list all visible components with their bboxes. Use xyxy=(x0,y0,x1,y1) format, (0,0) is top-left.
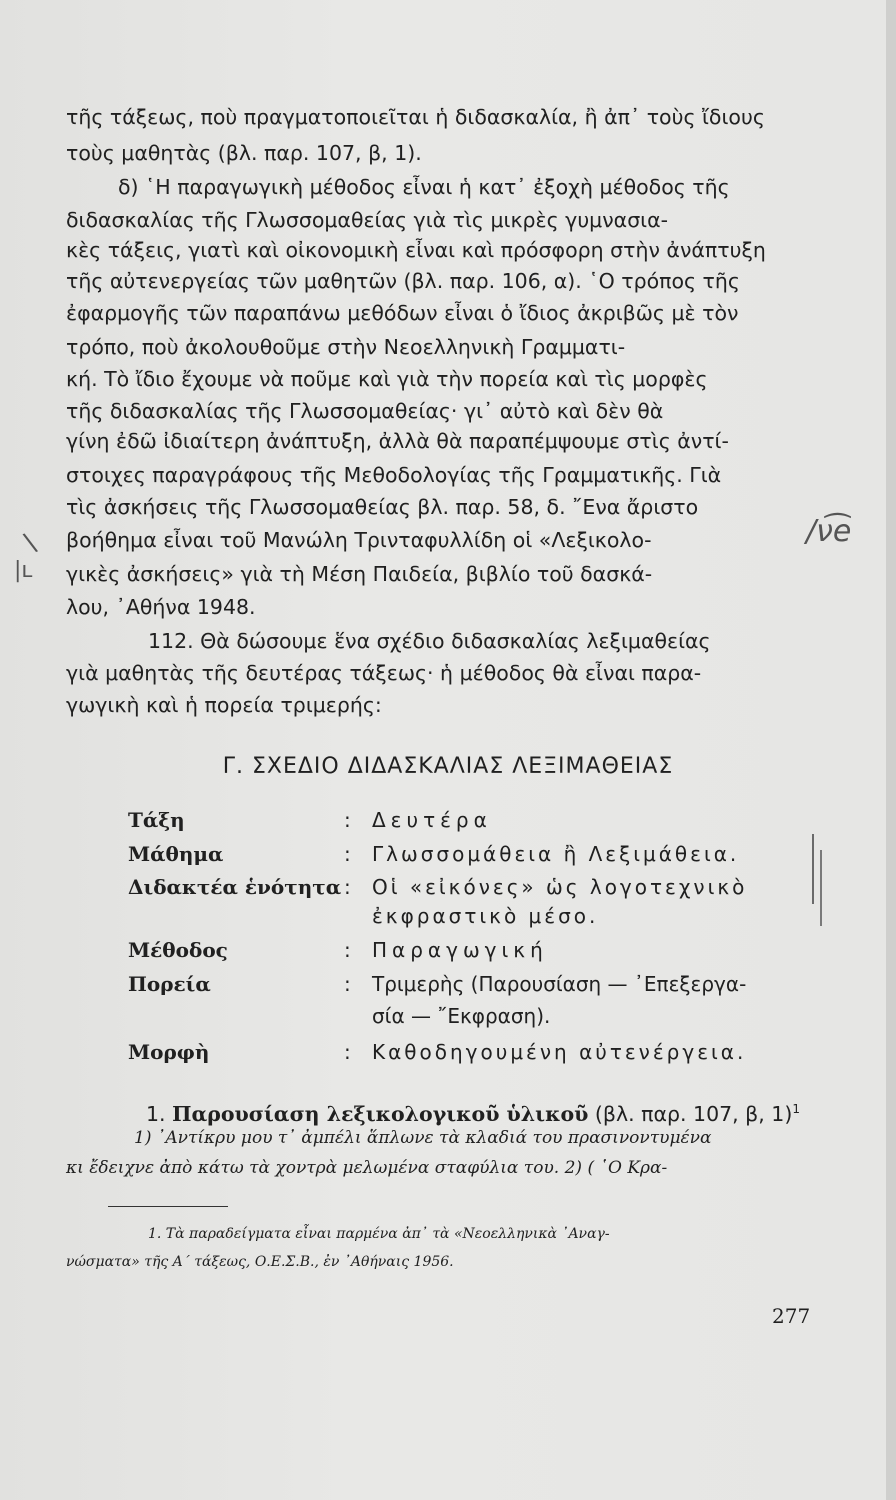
body-line-9: κή. Τὸ ἴδιο ἔχουμε νὰ ποῦμε καὶ γιὰ τὴν πορεία καὶ τὶς μορφὲς xyxy=(66,367,708,391)
label-enotita: Διδακτέα ἑνότητα xyxy=(128,875,342,899)
body-line-13: τὶς ἀσκήσεις τῆς Γλωσσομαθείας βλ. παρ. 58, δ. ῎Ενα ἄριστο xyxy=(66,495,699,519)
footnote-line-2: νώσματα» τῆς Α΄ τάξεως, Ο.Ε.Σ.Β., ἐν ᾿Αθήναις 1956. xyxy=(66,1254,454,1270)
section-1-number: 1. xyxy=(146,1101,166,1126)
value-poreia-2: σία — ῎Εκφραση). xyxy=(372,1004,551,1028)
body-line-8: τρόπο, ποὺ ἀκολουθοῦμε στὴν Νεοελληνικὴ Γραμματι- xyxy=(66,335,626,359)
label-taxi: Τάξη xyxy=(128,808,185,832)
section-1-ref: (βλ. παρ. 107, β, 1) xyxy=(594,1101,793,1126)
value-mathima: Γλωσσομάθεια ἢ Λεξιμάθεια. xyxy=(372,842,740,866)
section-heading: Γ. ΣΧΕΔΙΟ ΔΙΔΑΣΚΑΛΙΑΣ ΛΕΞΙΜΑΘΕΙΑΣ xyxy=(222,754,674,779)
label-methodos: Μέθοδος xyxy=(128,938,228,962)
margin-bracket-2 xyxy=(820,850,822,926)
colon-mathima: : xyxy=(344,842,351,866)
colon-enotita: : xyxy=(344,875,351,899)
footnote-rule xyxy=(108,1206,228,1207)
section-1-title: Παρουσίαση λεξικολογικοῦ ὑλικοῦ xyxy=(172,1101,589,1126)
colon-taxi: : xyxy=(344,808,351,832)
footnote-ref: 1 xyxy=(792,1102,800,1116)
colon-poreia: : xyxy=(344,972,351,996)
body-line-1: τῆς τάξεως, ποὺ πραγματοποιεῖται ἡ διδασκαλία, ἢ ἀπ᾿ τοὺς ἴδιους xyxy=(66,105,765,129)
example-line-2: κι ἔδειχνε ἀπὸ κάτω τὰ χοντρὰ μελωμένα σταφύλια του. 2) ( ῾Ο Κρα- xyxy=(66,1158,668,1178)
colon-morfi: : xyxy=(344,1040,351,1064)
value-morfi: Καθοδηγουμένη αὐτενέργεια. xyxy=(372,1040,747,1064)
margin-bracket-1 xyxy=(812,834,814,904)
value-enotita-2: ἐκφραστικὸ μέσο. xyxy=(372,904,599,928)
body-line-12: στοιχες παραγράφους τῆς Μεθοδολογίας τῆς Γραμματικῆς. Γιὰ xyxy=(66,463,722,487)
body-line-16: λου, ᾿Αθήνα 1948. xyxy=(66,595,256,619)
value-methodos: Παραγωγική xyxy=(372,938,548,962)
body-line-4: διδασκαλίας τῆς Γλωσσομαθείας γιὰ τὶς μικρὲς γυμνασια- xyxy=(66,208,669,232)
body-line-15: γικὲς ἀσκήσεις» γιὰ τὴ Μέση Παιδεία, βιβλίο τοῦ δασκά- xyxy=(66,562,653,586)
body-line-5: κὲς τάξεις, γιατὶ καὶ οἰκονομικὴ εἶναι καὶ πρόσφορη στὴν ἀνάπτυξη xyxy=(66,238,766,262)
colon-methodos: : xyxy=(344,938,351,962)
margin-mark-left-lower: |ʟ xyxy=(14,558,33,583)
page-edge xyxy=(886,0,896,1500)
margin-mark-right: /ν͡e xyxy=(806,514,852,549)
value-enotita-1: Οἱ «εἰκόνες» ὡς λογοτεχνικὸ xyxy=(372,875,748,899)
label-poreia: Πορεία xyxy=(128,972,211,996)
body-line-18: γιὰ μαθητὰς τῆς δευτέρας τάξεως· ἡ μέθοδος θὰ εἶναι παρα- xyxy=(66,661,702,685)
body-line-7: ἐφαρμογῆς τῶν παραπάνω μεθόδων εἶναι ὁ ἴδιος ἀκριβῶς μὲ τὸν xyxy=(66,301,739,325)
margin-mark-left-upper: \ xyxy=(21,527,40,559)
body-line-17: 112. Θὰ δώσουμε ἕνα σχέδιο διδασκαλίας λεξιμαθείας xyxy=(148,629,711,653)
body-line-11: γίνη ἐδῶ ἰδιαίτερη ἀνάπτυξη, ἀλλὰ θὰ παραπέμψουμε στὶς ἀντί- xyxy=(66,429,729,453)
body-line-2: τοὺς μαθητὰς (βλ. παρ. 107, β, 1). xyxy=(66,141,422,165)
body-line-19: γωγικὴ καὶ ἡ πορεία τριμερής: xyxy=(66,693,382,717)
label-mathima: Μάθημα xyxy=(128,842,224,866)
body-line-3: δ) ῾Η παραγωγικὴ μέθοδος εἶναι ἡ κατ᾿ ἐξοχὴ μέθοδος τῆς xyxy=(118,175,730,199)
value-taxi: Δευτέρα xyxy=(372,808,492,832)
example-line-1: 1) ᾿Αντίκρυ μου τ᾿ ἀμπέλι ἅπλωνε τὰ κλαδιά του πρασινοντυμένα xyxy=(134,1128,712,1148)
page-number: 277 xyxy=(772,1304,811,1328)
footnote-line-1: 1. Τὰ παραδείγματα εἶναι παρμένα ἀπ᾿ τὰ «Νεοελληνικὰ ᾿Αναγ- xyxy=(148,1226,610,1242)
section-1-line xyxy=(146,1096,800,1127)
label-morfi: Μορφὴ xyxy=(128,1040,210,1064)
value-poreia-1: Τριμερὴς (Παρουσίαση — ᾿Επεξεργα- xyxy=(372,972,747,996)
body-line-10: τῆς διδασκαλίας τῆς Γλωσσομαθείας· γι᾿ αὐτὸ καὶ δὲν θὰ xyxy=(66,399,664,423)
body-line-14: βοήθημα εἶναι τοῦ Μανώλη Τρινταφυλλίδη οἱ «Λεξικολο- xyxy=(66,528,652,552)
body-line-6: τῆς αὐτενεργείας τῶν μαθητῶν (βλ. παρ. 106, α). ῾Ο τρόπος τῆς xyxy=(66,269,740,293)
